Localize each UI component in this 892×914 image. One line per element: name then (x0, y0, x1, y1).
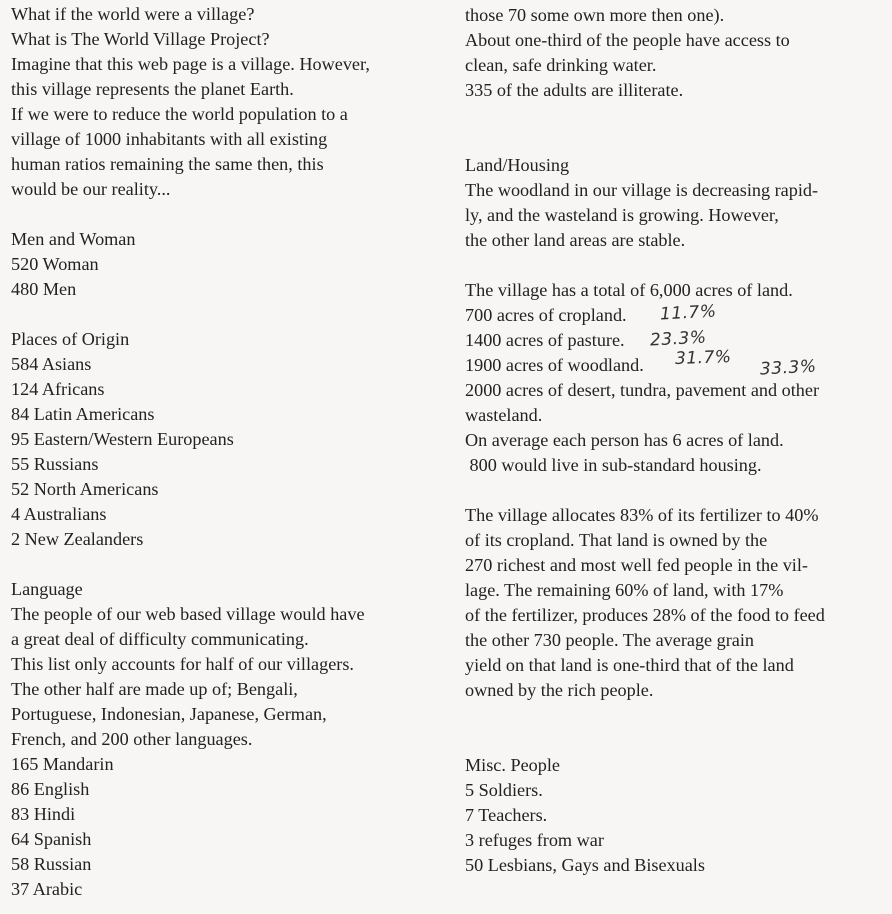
text-line: 335 of the adults are illiterate. (465, 80, 684, 100)
text-line: 55 Russians (11, 454, 99, 474)
text-line: The people of our web based village would have (11, 604, 365, 624)
text-line: this village represents the planet Earth. (11, 79, 294, 99)
text-line: 520 Woman (11, 254, 99, 274)
section-heading: Men and Woman (11, 229, 136, 249)
section-heading: Places of Origin (11, 329, 130, 349)
text-line: the other 730 people. The average grain (465, 630, 755, 650)
text-line: wasteland. (465, 405, 543, 425)
text-line: of its cropland. That land is owned by the (465, 530, 768, 550)
text-line: clean, safe drinking water. (465, 55, 657, 75)
text-line: If we were to reduce the world population to a (11, 104, 348, 124)
text-line: 700 acres of cropland. (465, 305, 627, 325)
text-line: 52 North Americans (11, 479, 159, 499)
text-line: lage. The remaining 60% of land, with 17% (465, 580, 784, 600)
text-line: The village allocates 83% of its fertilizer to 40% (465, 505, 819, 525)
text-line: 83 Hindi (11, 804, 76, 824)
text-line: human ratios remaining the same then, this (11, 154, 324, 174)
text-line: those 70 some own more then one). (465, 5, 725, 25)
text-line: What is The World Village Project? (11, 29, 270, 49)
text-line: a great deal of difficulty communicating. (11, 629, 309, 649)
text-line: 4 Australians (11, 504, 107, 524)
text-line: yield on that land is one-third that of the land (465, 655, 794, 675)
text-line: ly, and the wasteland is growing. However, (465, 205, 779, 225)
text-line: 37 Arabic (11, 879, 83, 899)
text-line: village of 1000 inhabitants with all existing (11, 129, 328, 149)
text-line: 165 Mandarin (11, 754, 114, 774)
text-line: 1900 acres of woodland. (465, 355, 644, 375)
text-line: Imagine that this web page is a village. However, (11, 54, 370, 74)
handwritten-note: 33.3% (759, 356, 818, 380)
section-heading: Language (11, 579, 83, 599)
section-heading: Land/Housing (465, 155, 570, 175)
text-line: 50 Lesbians, Gays and Bisexuals (465, 855, 705, 875)
text-line: would be our reality... (11, 179, 171, 199)
text-line: 95 Eastern/Western Europeans (11, 429, 234, 449)
text-line: 124 Africans (11, 379, 105, 399)
text-line: 480 Men (11, 279, 77, 299)
text-line: 84 Latin Americans (11, 404, 155, 424)
text-line: 64 Spanish (11, 829, 92, 849)
text-line: owned by the rich people. (465, 680, 654, 700)
text-line: The woodland in our village is decreasing rapid- (465, 180, 819, 200)
text-line: The village has a total of 6,000 acres of land. (465, 280, 793, 300)
text-line: 3 refuges from war (465, 830, 604, 850)
text-line: the other land areas are stable. (465, 230, 686, 250)
handwritten-note: 31.7% (674, 347, 732, 369)
text-line: of the fertilizer, produces 28% of the food to feed (465, 605, 825, 625)
text-line: 7 Teachers. (465, 805, 548, 825)
text-line: The other half are made up of; Bengali, (11, 679, 298, 699)
text-line: This list only accounts for half of our villagers. (11, 654, 354, 674)
text-line: 5 Soldiers. (465, 780, 543, 800)
text-line: 1400 acres of pasture. (465, 330, 625, 350)
text-line: 58 Russian (11, 854, 92, 874)
text-line: Portuguese, Indonesian, Japanese, German, (11, 704, 327, 724)
text-line: 800 would live in sub-standard housing. (465, 455, 762, 475)
text-line: 86 English (11, 779, 90, 799)
text-line: 584 Asians (11, 354, 92, 374)
text-line: On average each person has 6 acres of land. (465, 430, 784, 450)
text-line: 270 richest and most well fed people in the vil- (465, 555, 808, 575)
handwritten-note: 23.3% (649, 327, 708, 351)
text-line: 2000 acres of desert, tundra, pavement and other (465, 380, 820, 400)
text-line: What if the world were a village? (11, 4, 255, 24)
text-line: 2 New Zealanders (11, 529, 144, 549)
handwritten-note: 11.7% (659, 301, 718, 325)
text-line: French, and 200 other languages. (11, 729, 253, 749)
section-heading: Misc. People (465, 755, 560, 775)
text-line: About one-third of the people have access to (465, 30, 790, 50)
